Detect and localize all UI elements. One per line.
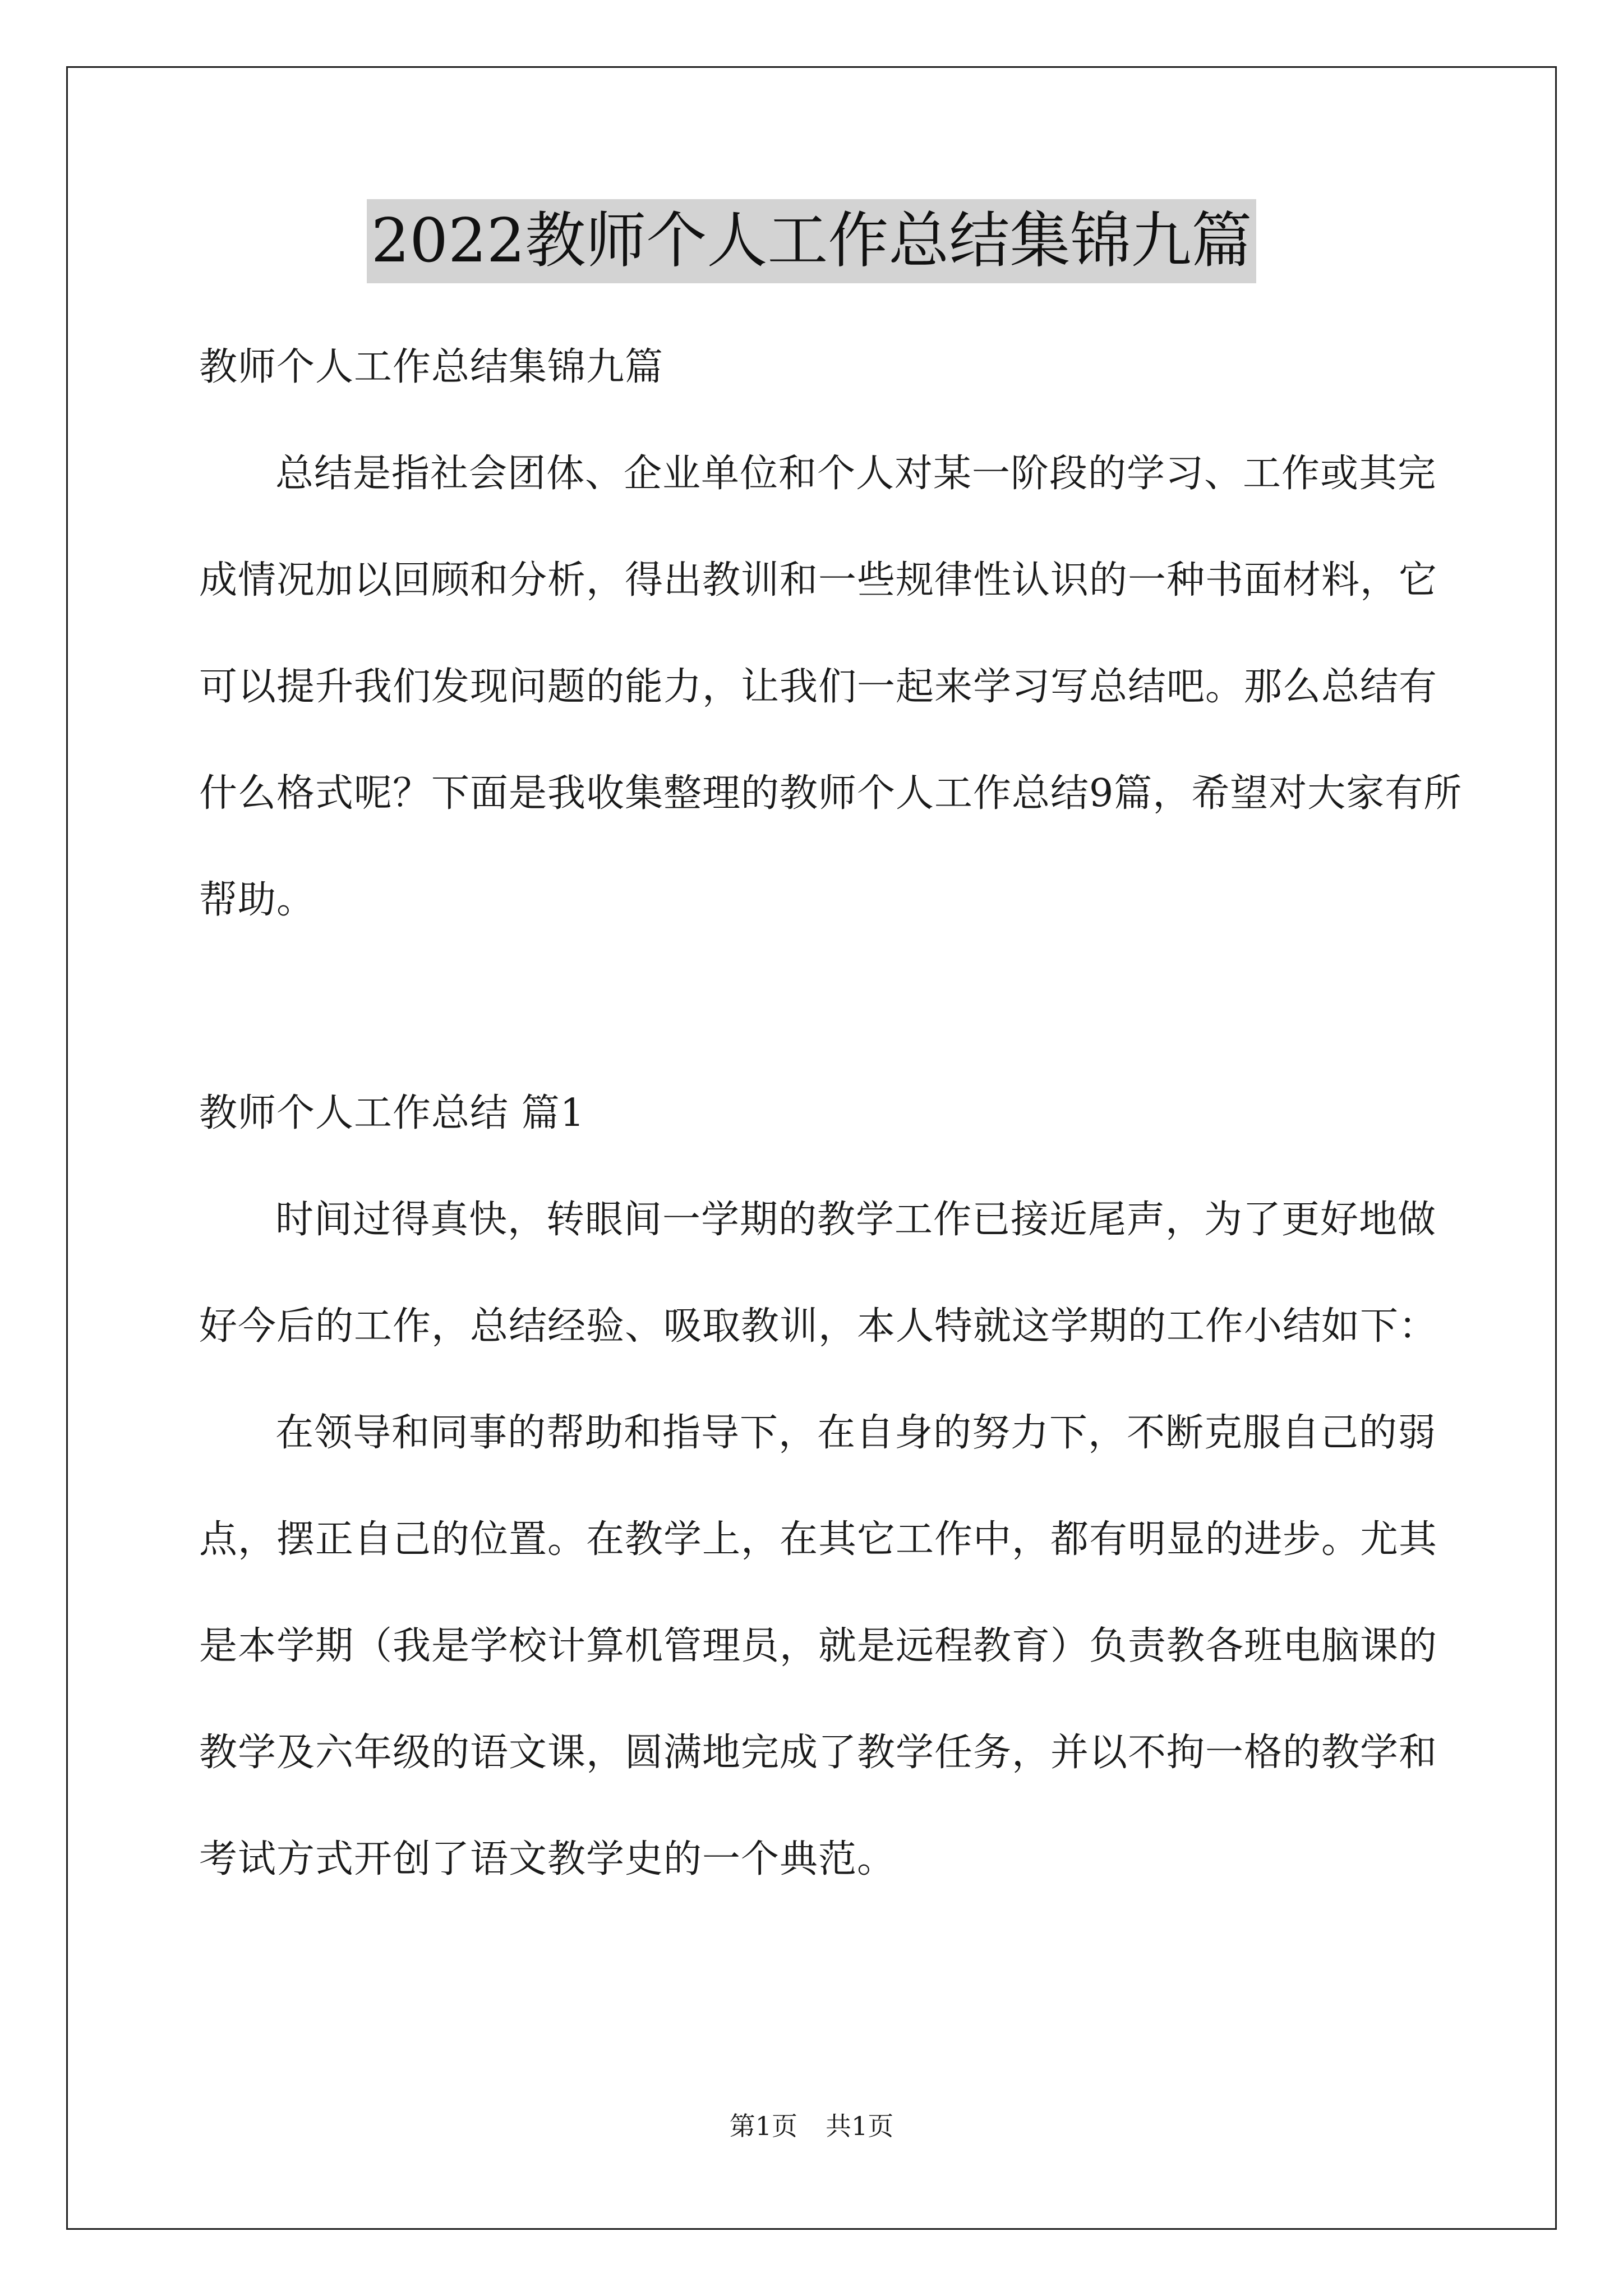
intro-paragraph: 总结是指社会团体、企业单位和个人对某一阶段的学习、工作或其完成情况加以回顾和分析，得出教训和一些规律性认识的一种书面材料，它可以提升我们发现问题的能力，让我们一起来学习写总结吧。那么总结有什么格式呢？下面是我收集整理的教师个人工作总结9篇，希望对大家有所帮助。 (199, 452, 1463, 922)
section-paragraph-1: 时间过得真快，转眼间一学期的教学工作已接近尾声，为了更好地做好今后的工作，总结经验、吸取教训，本人特就这学期的工作小结如下： (199, 1198, 1438, 1349)
document-body (199, 314, 1467, 1913)
page-total: 共1页 (826, 2111, 894, 2141)
title-container (0, 199, 1623, 283)
section-spacer (199, 954, 1467, 1060)
document-subtitle: 教师个人工作总结集锦九篇 (199, 345, 664, 389)
page-number: 第1页 (729, 2111, 797, 2141)
section-heading: 教师个人工作总结 篇1 (199, 1091, 585, 1135)
document-title: 2022教师个人工作总结集锦九篇 (367, 199, 1257, 283)
section-paragraph-2: 在领导和同事的帮助和指导下，在自身的努力下，不断克服自己的弱点，摆正自己的位置。在教学上，在其它工作中，都有明显的进步。尤其是本学期（我是学校计算机管理员，就是远程教育）负责教各班电脑课的教学及六年级的语文课，圆满地完成了教学任务，并以不拘一格的教学和考试方式开创了语文教学史的一个典范。 (199, 1411, 1438, 1881)
page-footer (0, 2109, 1623, 2143)
